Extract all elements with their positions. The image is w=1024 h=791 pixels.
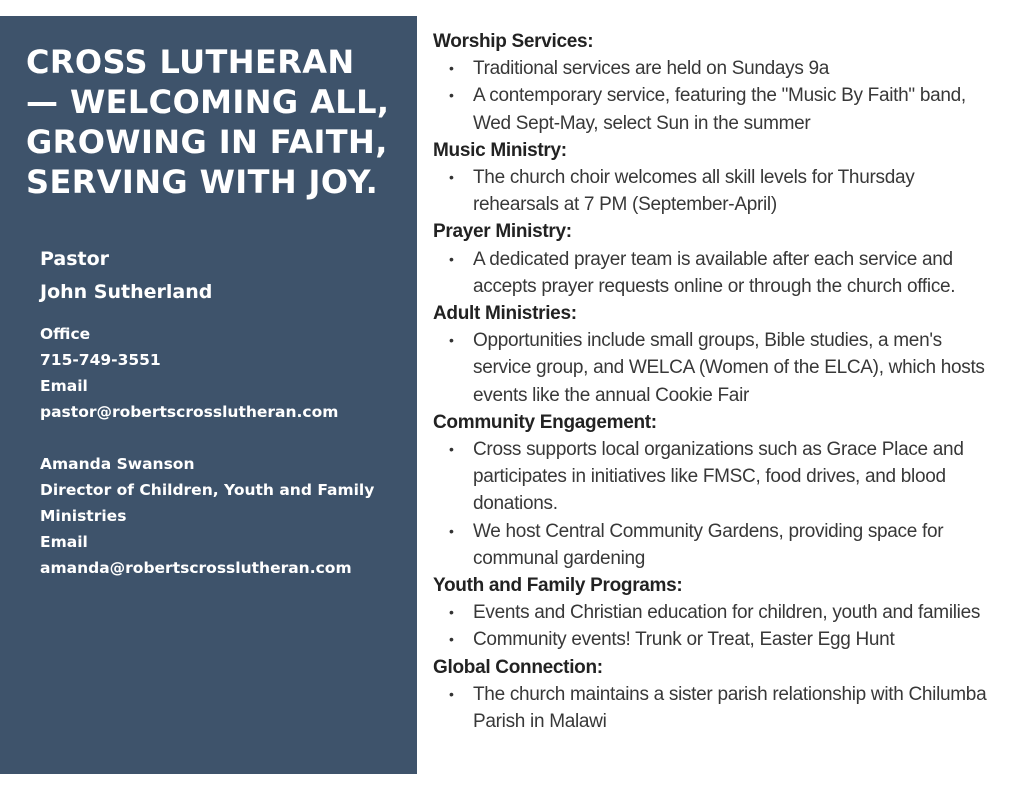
list-item bbox=[449, 599, 1023, 626]
office-phone[interactable]: 715-749-3551 bbox=[40, 351, 161, 369]
section-title-adult: Adult Ministries: bbox=[433, 303, 577, 325]
headline-line: SERVING WITH JOY. bbox=[26, 163, 379, 201]
section-title-youth: Youth and Family Programs: bbox=[433, 575, 683, 597]
director-title-cont: Ministries bbox=[40, 507, 127, 525]
bullet-icon: • bbox=[449, 332, 454, 349]
section-title-global: Global Connection: bbox=[433, 656, 603, 678]
bullet-icon: • bbox=[449, 441, 454, 458]
section-title-prayer: Prayer Ministry: bbox=[433, 221, 572, 243]
list-item bbox=[449, 681, 1023, 735]
headline bbox=[26, 42, 412, 202]
item-line: communal gardening bbox=[473, 547, 646, 569]
youth-list bbox=[433, 599, 1023, 653]
list-item bbox=[449, 327, 1023, 409]
director-contact bbox=[40, 451, 410, 581]
item-line: Opportunities include small groups, Bible studies, a men's bbox=[473, 330, 942, 352]
bullet-icon: • bbox=[449, 60, 454, 77]
item-line: service group, and WELCA (Women of the ELCA), which hosts bbox=[473, 357, 985, 379]
global-list bbox=[433, 681, 1023, 735]
item-line: Parish in Malawi bbox=[473, 711, 607, 733]
adult-list bbox=[433, 327, 1023, 409]
bullet-icon: • bbox=[449, 250, 454, 267]
pastor-name: John Sutherland bbox=[40, 281, 213, 303]
list-item bbox=[449, 164, 1023, 218]
director-name: Amanda Swanson bbox=[40, 455, 195, 473]
bullet-icon: • bbox=[449, 522, 454, 539]
pastor-role: Pastor bbox=[40, 248, 110, 270]
pastor-block bbox=[40, 243, 400, 309]
section-title-music: Music Ministry: bbox=[433, 139, 567, 161]
email-label: Email bbox=[40, 533, 88, 551]
list-item bbox=[449, 518, 1023, 572]
headline-line: GROWING IN FAITH, bbox=[26, 123, 388, 161]
headline-line: — WELCOMING ALL, bbox=[26, 83, 390, 121]
item-line: Events and Christian education for children, youth and families bbox=[473, 602, 981, 624]
item-line: We host Central Community Gardens, providing space for bbox=[473, 520, 944, 542]
list-item bbox=[449, 55, 1023, 82]
headline-line: CROSS LUTHERAN bbox=[26, 43, 355, 81]
item-line: A dedicated prayer team is available after each service and bbox=[473, 248, 953, 270]
list-item bbox=[449, 436, 1023, 518]
item-line: Community events! Trunk or Treat, Easter Egg Hunt bbox=[473, 629, 895, 651]
item-line: A contemporary service, featuring the "Music By Faith" band, bbox=[473, 85, 966, 107]
music-list bbox=[433, 164, 1023, 218]
office-label: Office bbox=[40, 325, 91, 343]
email-label: Email bbox=[40, 377, 88, 395]
item-line: participates in initiatives like FMSC, food drives, and blood bbox=[473, 466, 946, 488]
list-item bbox=[449, 246, 1023, 300]
item-line: Cross supports local organizations such as Grace Place and bbox=[473, 439, 964, 461]
item-line: accepts prayer requests online or through the church office. bbox=[473, 275, 956, 297]
list-item bbox=[449, 626, 1023, 653]
community-list bbox=[433, 436, 1023, 572]
bullet-icon: • bbox=[449, 604, 454, 621]
bullet-icon: • bbox=[449, 87, 454, 104]
item-line: events like the annual Cookie Fair bbox=[473, 384, 750, 406]
item-line: The church choir welcomes all skill levels for Thursday bbox=[473, 167, 915, 189]
pastor-contact bbox=[40, 321, 410, 425]
ministries-content bbox=[433, 28, 1023, 735]
director-title: Director of Children, Youth and Family bbox=[40, 481, 375, 499]
item-line: The church maintains a sister parish relationship with Chilumba bbox=[473, 683, 987, 705]
list-item bbox=[449, 82, 1023, 136]
bullet-icon: • bbox=[449, 685, 454, 702]
item-line: donations. bbox=[473, 493, 558, 515]
bullet-icon: • bbox=[449, 169, 454, 186]
worship-list bbox=[433, 55, 1023, 137]
item-line: rehearsals at 7 PM (September-April) bbox=[473, 194, 777, 216]
section-title-worship: Worship Services: bbox=[433, 31, 594, 52]
contact-panel bbox=[0, 16, 417, 774]
item-line: Traditional services are held on Sundays 9a bbox=[473, 58, 830, 80]
bullet-icon: • bbox=[449, 631, 454, 648]
pastor-email-link[interactable]: pastor@robertscrosslutheran.com bbox=[40, 403, 339, 421]
director-email-link[interactable]: amanda@robertscrosslutheran.com bbox=[40, 559, 352, 577]
section-title-community: Community Engagement: bbox=[433, 411, 657, 433]
item-line: Wed Sept-May, select Sun in the summer bbox=[473, 112, 811, 134]
prayer-list bbox=[433, 246, 1023, 300]
